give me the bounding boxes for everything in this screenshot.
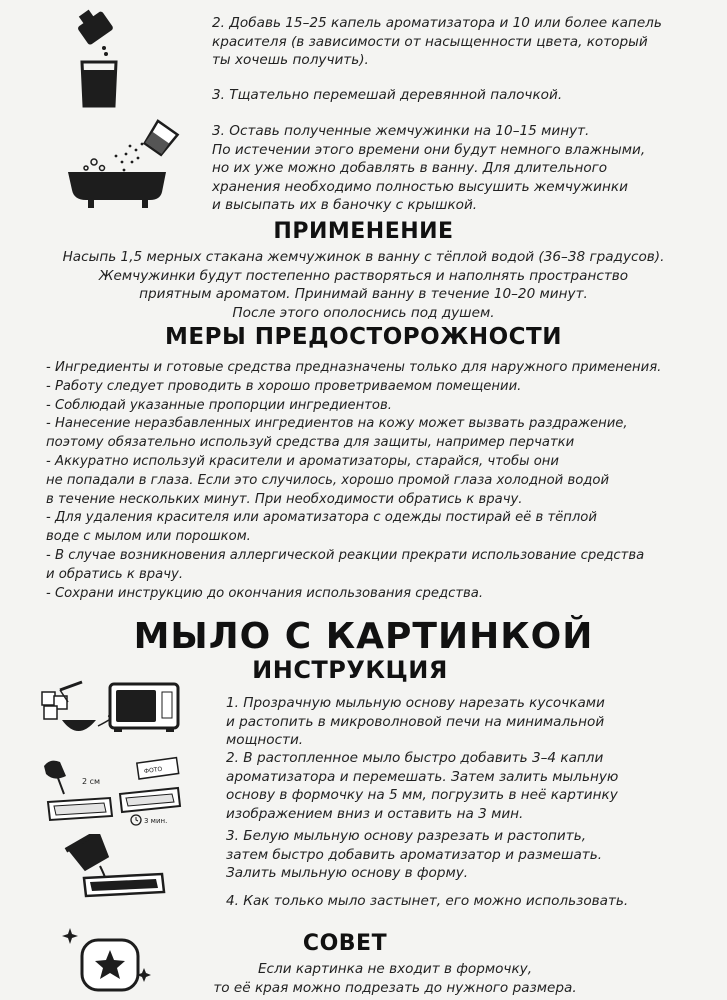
usage-paragraph: Насыпь 1,5 мерных стакана жемчужинок в ванну с тёплой водой (36–38 градусов). Жемчужинки будут постепенно растворяться и наполнять пространство приятным ароматом. Принимай ванну в течение 10–20 минут. После этого ополоснись под душем.	[62, 249, 665, 321]
bathtub-icon	[66, 118, 184, 210]
precautions-list: - Ингредиенты и готовые средства предназначены только для наружного применения. - Работу следует проводить в хорошо проветриваемом помещении. - Соблюдай указанные пропорции ингредиентов. - Нанесение неразбавленных ингредиентов на кожу может вызвать раздражение, поэтому обязательно используй средства для защиты, например перчатки - Аккуратно используй красители и ароматизаторы, старайся, чтобы они не попадали в глаза. Если это случилось, хорошо промой глаза холодной водой в течение нескольких минут. При необходимости обратись к врачу. - Для удаления красителя или ароматизатора с одежды постирай её в тёплой воде с мылом или порошком. - В случае возникновения аллергической реакции прекрати использование средства и обратись к врачу. - Сохрани инструкцию до окончания использования средства.	[46, 360, 662, 601]
soap-title: МЫЛО С КАРТИНКОЙ	[133, 616, 594, 657]
soap-step-1: 1. Прозрачную мыльную основу нарезать кусочками и растопить в микроволновой печи на минимальной мощности.	[226, 695, 605, 748]
pouring-jar-icon	[68, 8, 130, 108]
soap-step-2: 2. В растопленное мыло быстро добавить 3–4 капли ароматизатора и перемешать. Затем залить мыльную основу в формочку на 5 мм, погрузить в неё картинку изображением вниз и оставить на 3 мин.	[226, 750, 619, 822]
mold-with-picture-icon	[40, 754, 192, 826]
picture-label: ФОТО	[143, 765, 163, 776]
step-2-paragraph: 2. Добавь 15–25 капель ароматизатора и 10 или более капель красителя (в зависимости от насыщенности цвета, который ты хочешь получить).	[212, 15, 662, 68]
size-label: 2 см	[82, 777, 101, 786]
precautions-heading: МЕРЫ ПРЕДОСТОРОЖНОСТИ	[165, 324, 562, 350]
pouring-into-mold-icon	[62, 834, 172, 900]
soap-step-4: 4. Как только мыло застынет, его можно использовать.	[226, 893, 629, 909]
step-3-paragraph: 3. Тщательно перемешай деревянной палочкой.	[212, 87, 563, 103]
tip-heading: СОВЕТ	[302, 931, 388, 956]
soap-step-3: 3. Белую мыльную основу разрезать и растопить, затем быстро добавить ароматизатор и размешать. Залить мыльную основу в форму.	[226, 828, 603, 881]
usage-heading: ПРИМЕНЕНИЕ	[273, 219, 454, 244]
soap-subtitle: ИНСТРУКЦИЯ	[252, 656, 448, 684]
time-label: 3 мин.	[144, 817, 168, 825]
step-4-paragraph: 3. Оставь полученные жемчужинки на 10–15 минут. По истечении этого времени они будут немного влажными, но их уже можно добавлять в ванну. Для длительного хранения необходимо полностью высушить жемчужинки и высыпать их в баночку с крышкой.	[212, 123, 646, 213]
tip-paragraph: Если картинка не входит в формочку, то её края можно подрезать до нужного размера.	[213, 961, 577, 996]
cutting-and-microwave-icon	[34, 680, 184, 742]
soap-bar-icon	[56, 924, 160, 994]
